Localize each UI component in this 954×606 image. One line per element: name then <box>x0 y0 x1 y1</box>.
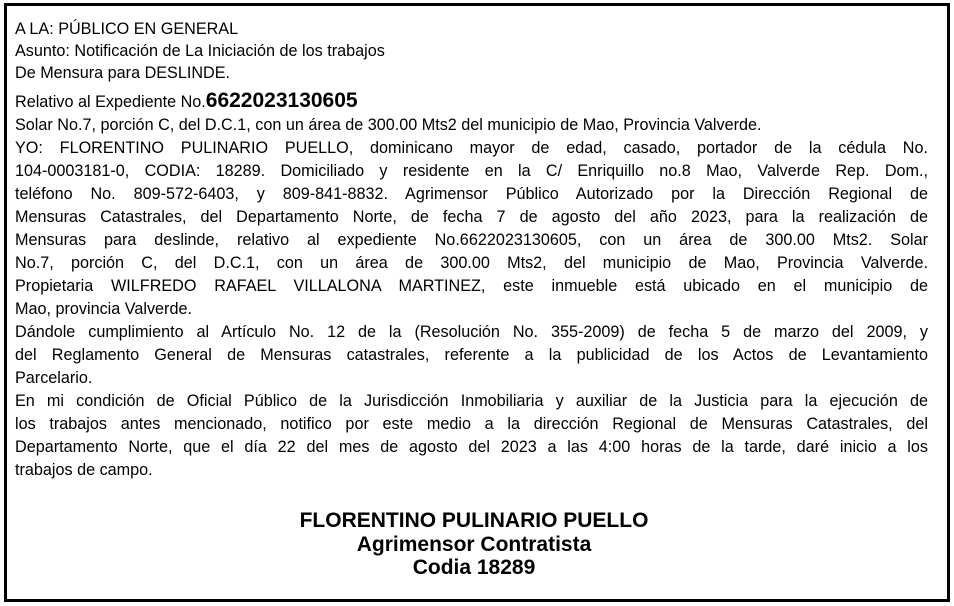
body-text-line: En mi condición de Oficial Público de la Jurisdicción Inmobiliaria y auxiliar de la Justicia para la ejecución de <box>15 392 928 410</box>
subject-line: Asunto: Notificación de La Iniciación de los trabajos <box>15 42 385 60</box>
property-description-line: Solar No.7, porción C, del D.C.1, con un área de 300.00 Mts2 del municipio de Mao, Provincia Valverde. <box>15 116 762 134</box>
recipient-line: A LA: PÚBLICO EN GENERAL <box>15 20 239 38</box>
body-text-line: Propietaria WILFREDO RAFAEL VILLALONA MARTINEZ, este inmueble está ubicado en el municipio de <box>15 277 928 295</box>
body-text-line: Mensuras para deslinde, relativo al expediente No.6622023130605, con un área de 300.00 Mts2. Solar <box>15 231 928 249</box>
body-text-line: del Reglamento General de Mensuras catastrales, referente a la publicidad de los Actos de Levantamiento <box>15 346 928 364</box>
expediente-label: Relativo al Expediente No. <box>15 93 206 111</box>
body-text-line: No.7, porción C, del D.C.1, con un área de 300.00 Mts2, del municipio de Mao, Provincia Valverde. <box>15 254 928 272</box>
expediente-number: 6622023130605 <box>205 89 358 112</box>
expediente-line <box>15 89 928 114</box>
body-text-line: YO: FLORENTINO PULINARIO PUELLO, dominicano mayor de edad, casado, portador de la cédula No. <box>15 139 928 157</box>
body-text-line: Mao, provincia Valverde. <box>15 300 192 318</box>
signer-name: FLORENTINO PULINARIO PUELLO <box>299 509 649 532</box>
signer-codia: Codia 18289 <box>412 556 536 579</box>
body-text-line: trabajos de campo. <box>15 461 153 479</box>
signature-block <box>4 509 944 580</box>
notice-body <box>15 18 928 482</box>
body-text-line: los trabajos antes mencionado, notifico por este medio a la dirección Regional de Mensuras Catastrales, del <box>15 415 928 433</box>
body-text-line: Departamento Norte, que el día 22 del mes de agosto del 2023 a las 4:00 horas de la tarde, daré inicio a los <box>15 438 928 456</box>
signer-title: Agrimensor Contratista <box>356 532 592 556</box>
body-text-line: Parcelario. <box>15 369 93 387</box>
body-text-line: teléfono No. 809-572-6403, y 809-841-8832. Agrimensor Público Autorizado por la Dirección Regional de <box>15 185 928 203</box>
subject-line-continued: De Mensura para DESLINDE. <box>15 64 231 82</box>
body-text-line: Dándole cumplimiento al Artículo No. 12 de la (Resolución No. 355-2009) de fecha 5 de marzo del 2009, y <box>15 323 928 341</box>
body-text-line: 104-0003181-0, CODIA: 18289. Domiciliado y residente en la C/ Enriquillo no.8 Mao, Valverde Rep. Dom., <box>15 162 928 180</box>
body-text-line: Mensuras Catastrales, del Departamento Norte, de fecha 7 de agosto del año 2023, para la realización de <box>15 208 928 226</box>
